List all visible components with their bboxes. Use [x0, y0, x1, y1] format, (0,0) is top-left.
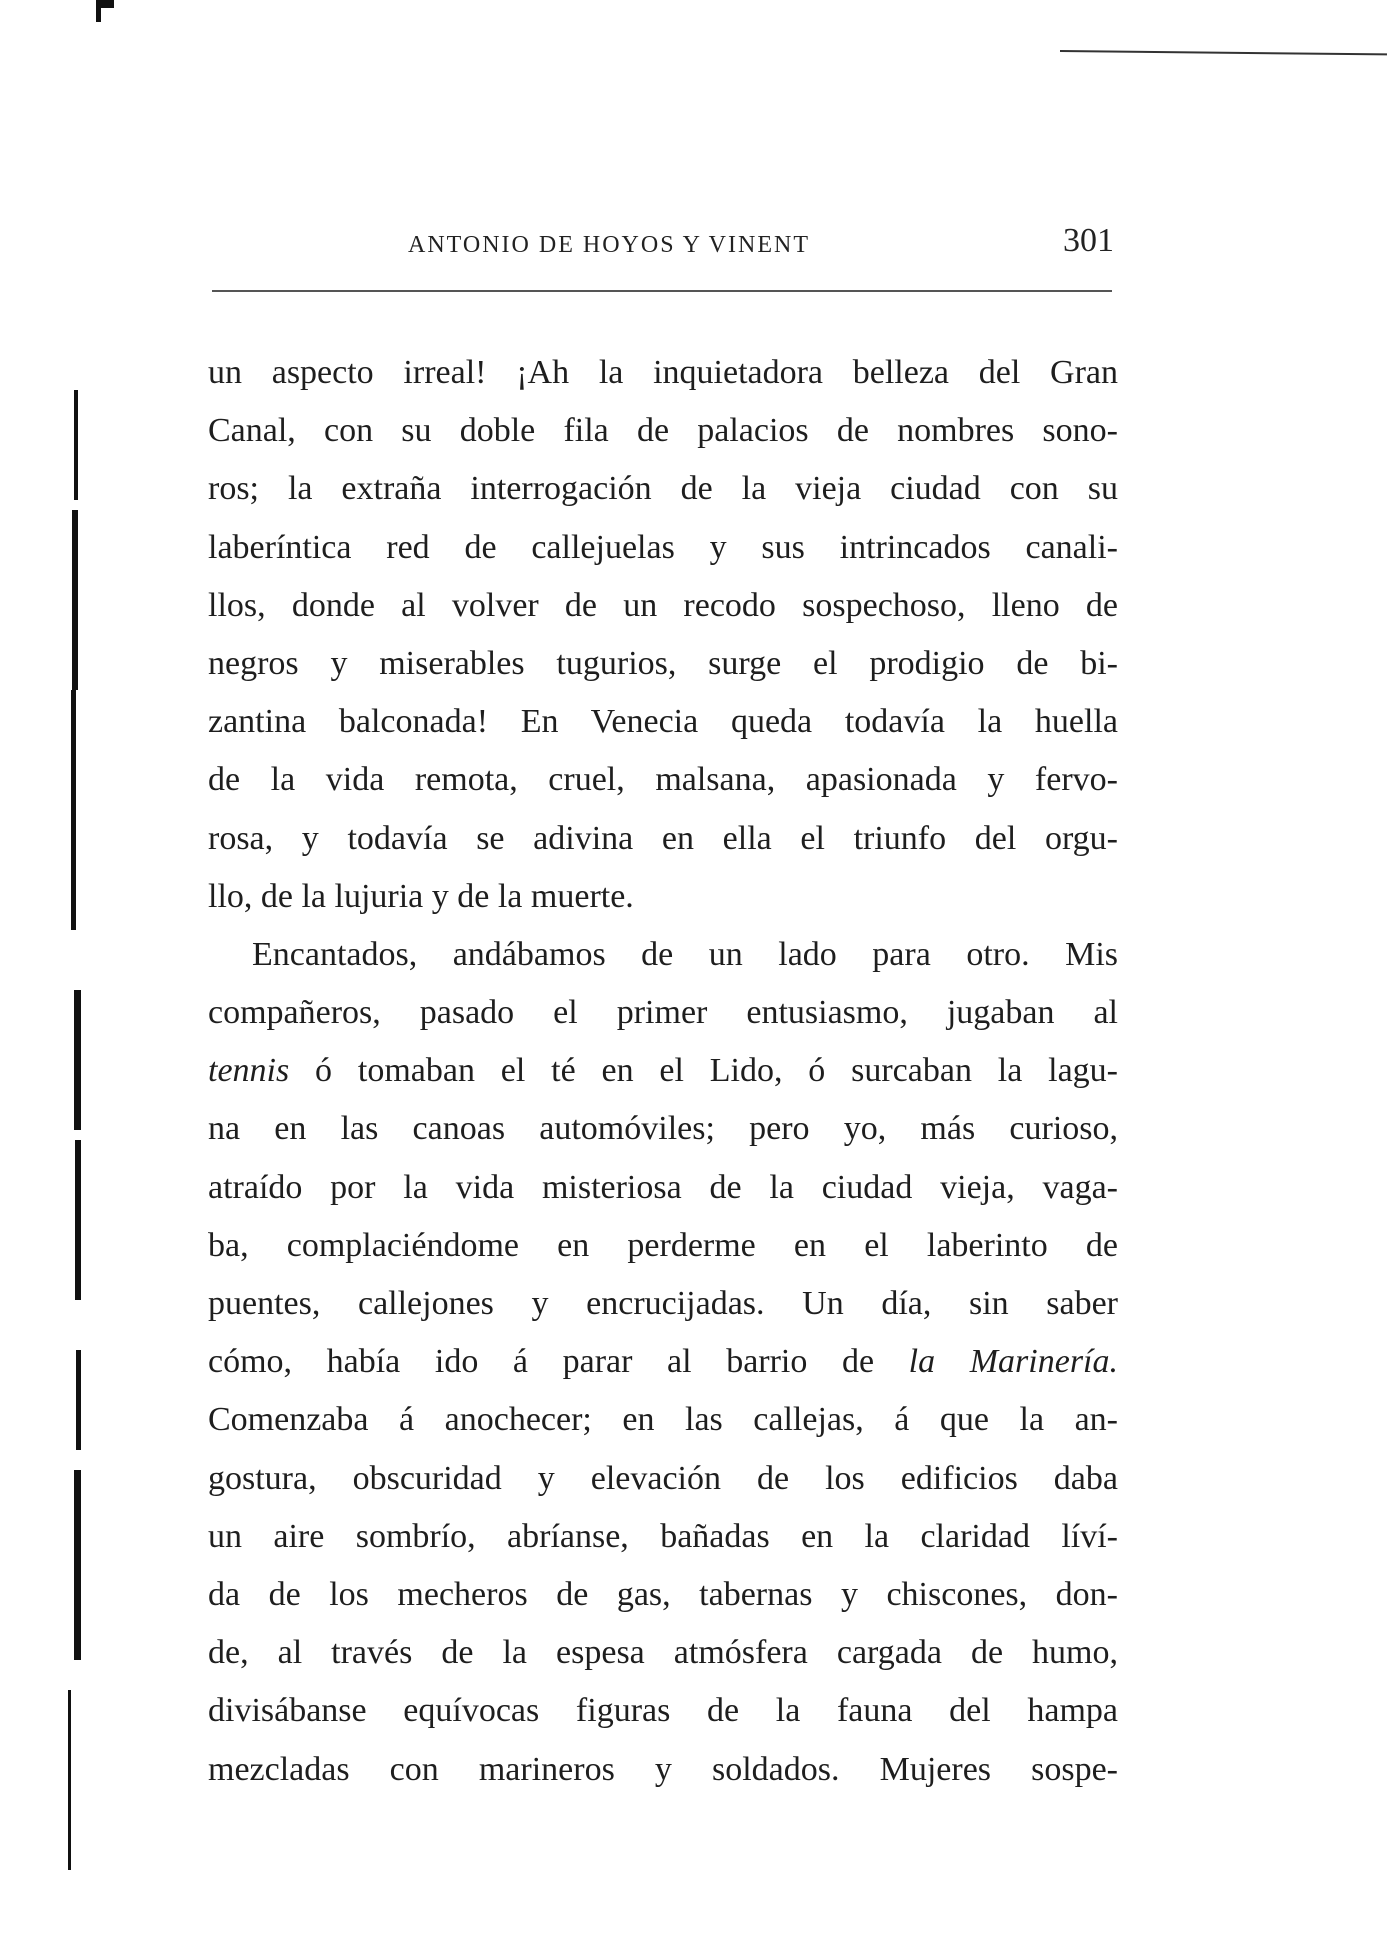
text-line — [208, 1042, 1118, 1100]
text-line: Comenzaba á anochecer; en las callejas, á que la an- — [208, 1401, 1118, 1439]
text-line: compañeros, pasado el primer entusiasmo, jugaban al — [208, 994, 1118, 1032]
text-line: llo, de la lujuria y de la muerte. — [208, 877, 634, 915]
text-line: atraído por la vida misteriosa de la ciudad vieja, vaga- — [208, 1168, 1118, 1206]
text-line: gostura, obscuridad y elevación de los edificios daba — [208, 1459, 1118, 1497]
italic-phrase: la Marinería. — [908, 1343, 1118, 1381]
header-rule — [212, 290, 1112, 292]
text-line: puentes, callejones y encrucijadas. Un día, sin saber — [208, 1285, 1118, 1322]
text-line: ba, complaciéndome en perderme en el laberinto de — [208, 1226, 1118, 1264]
text-line — [208, 1333, 1118, 1391]
scan-edge-line — [1060, 50, 1387, 55]
text-line: laberíntica red de callejuelas y sus intrincados canali- — [208, 528, 1118, 566]
page-number: 301 — [1063, 222, 1114, 259]
text-run: cómo, había ido á parar al barrio de — [208, 1343, 909, 1381]
text-line: Encantados, andábamos de un lado para otro. Mis — [252, 935, 1118, 973]
text-run: ó tomaban el té en el Lido, ó surcaban la lagu- — [289, 1052, 1118, 1090]
scan-left-edge-shadow — [60, 90, 100, 1870]
text-line: da de los mecheros de gas, tabernas y chiscones, don- — [208, 1575, 1118, 1613]
text-line: negros y miserables tugurios, surge el prodigio de bi- — [208, 644, 1118, 682]
text-line: na en las canoas automóviles; pero yo, más curioso, — [208, 1110, 1118, 1148]
text-line: Canal, con su doble fila de palacios de nombres sono- — [208, 412, 1118, 450]
running-head: ANTONIO DE HOYOS Y VINENT — [408, 232, 810, 258]
text-line: mezcladas con marineros y soldados. Mujeres sospe- — [208, 1750, 1118, 1788]
text-line: zantina balconada! En Venecia queda todavía la huella — [208, 703, 1118, 741]
page-header — [208, 222, 1114, 278]
text-line: de, al través de la espesa atmósfera cargada de humo, — [208, 1634, 1118, 1672]
text-line: llos, donde al volver de un recodo sospechoso, lleno de — [208, 586, 1118, 624]
scan-corner-mark-stem — [96, 0, 101, 22]
italic-word: tennis — [208, 1052, 290, 1090]
paragraph-1 — [208, 344, 1118, 926]
text-line: de la vida remota, cruel, malsana, apasionada y fervo- — [208, 761, 1118, 799]
text-line: un aspecto irreal! ¡Ah la inquietadora belleza del Gran — [208, 354, 1118, 391]
paragraph-2 — [208, 926, 1118, 1799]
body-text — [208, 344, 1118, 1799]
text-line: ros; la extraña interrogación de la vieja ciudad con su — [208, 470, 1118, 508]
text-line: un aire sombrío, abríanse, bañadas en la claridad líví- — [208, 1517, 1118, 1555]
text-line: divisábanse equívocas figuras de la fauna del hampa — [208, 1692, 1118, 1730]
text-line: rosa, y todavía se adivina en ella el triunfo del orgu- — [208, 819, 1118, 857]
